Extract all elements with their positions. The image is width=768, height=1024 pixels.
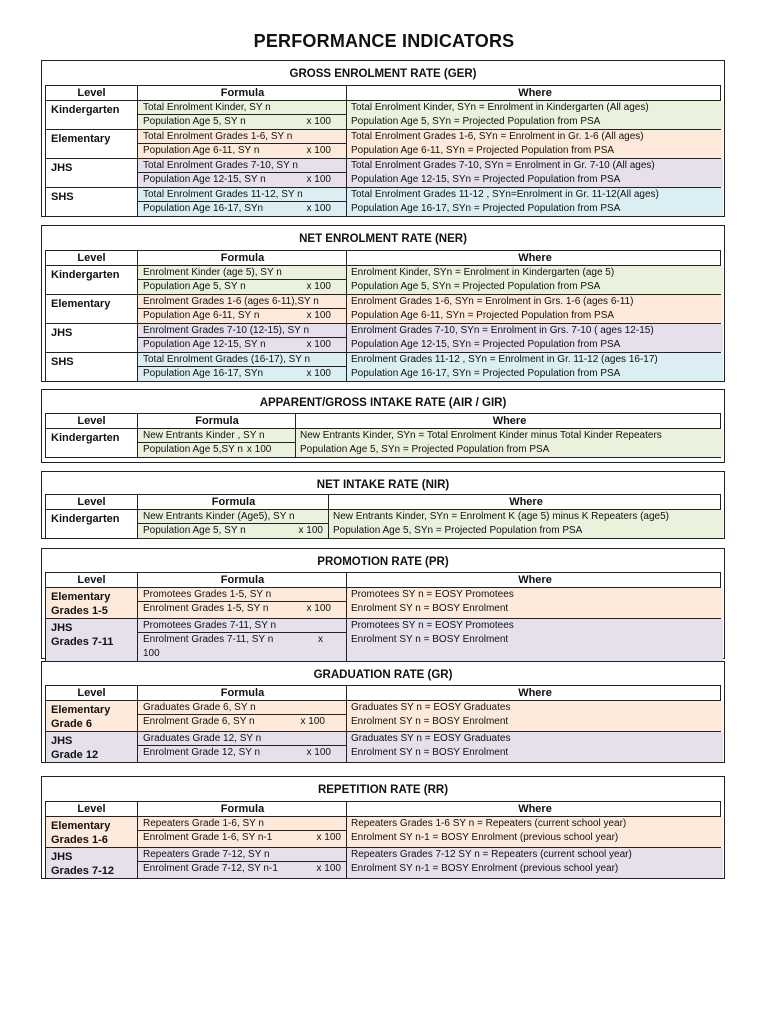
where-cell bbox=[346, 619, 723, 661]
level-line: JHS bbox=[51, 735, 73, 747]
where-line: Population Age 6-11, SYn = Projected Population from PSA bbox=[351, 310, 615, 321]
where-cell bbox=[346, 101, 723, 129]
formula-cell bbox=[137, 101, 347, 129]
level-line: Grades 1-5 bbox=[51, 605, 108, 617]
col-level: Level bbox=[77, 687, 106, 699]
where-cell bbox=[346, 848, 723, 878]
table-header bbox=[46, 495, 720, 510]
col-formula: Formula bbox=[137, 686, 347, 700]
section-title: NET ENROLMENT RATE (NER) bbox=[299, 233, 467, 245]
level-line: JHS bbox=[51, 851, 73, 863]
col-formula: Formula bbox=[137, 495, 329, 509]
where-line: Enrolment Grades 1-6, SYn = Enrolment in Grs. 1-6 (ages 6-11) bbox=[351, 296, 634, 307]
formula-numerator: Total Enrolment Grades 11-12, SY n bbox=[138, 188, 347, 202]
col-level: Level bbox=[77, 87, 106, 99]
formula-denominator: Enrolment Grades 7-11, SY n x bbox=[143, 634, 323, 645]
rr-table bbox=[45, 801, 721, 879]
formula-numerator: Promotees Grades 1-5, SY n bbox=[138, 588, 347, 602]
table-row bbox=[46, 588, 720, 619]
level-cell: Kindergarten bbox=[46, 266, 137, 294]
formula-denominator: Enrolment Grades 1-5, SY n x 100 bbox=[143, 603, 331, 614]
level-line: Elementary bbox=[51, 591, 111, 603]
multiplier: x 100 bbox=[300, 716, 325, 727]
where-cell bbox=[346, 353, 723, 381]
nir-section bbox=[41, 471, 725, 539]
multiplier: x 100 bbox=[306, 116, 331, 127]
formula-denominator: Population Age 5, SY n x 100 bbox=[143, 281, 331, 292]
col-where: Where bbox=[328, 495, 723, 509]
pr-section bbox=[41, 548, 725, 659]
multiplier: x 100 bbox=[246, 444, 272, 455]
nir-table bbox=[45, 494, 721, 539]
multiplier: x 100 bbox=[306, 203, 331, 214]
formula-denominator: Enrolment Grade 7-12, SY n-1 x 100 bbox=[143, 863, 341, 874]
multiplier: x 100 bbox=[298, 525, 323, 536]
level-cell bbox=[46, 701, 137, 731]
level-cell bbox=[46, 588, 137, 618]
formula-denominator: Population Age 6-11, SY n x 100 bbox=[143, 310, 331, 321]
where-cell bbox=[295, 429, 723, 457]
level-cell: Elementary bbox=[46, 130, 137, 158]
level-line: Grades 1-6 bbox=[51, 834, 108, 846]
col-level: Level bbox=[77, 415, 106, 427]
multiplier: x 100 bbox=[306, 174, 331, 185]
formula-denominator: Population Age 5, SY n x 100 bbox=[143, 116, 331, 127]
where-line: Repeaters Grades 1-6 SY n = Repeaters (current school year) bbox=[351, 818, 627, 829]
where-line: Promotees SY n = EOSY Promotees bbox=[351, 620, 514, 631]
where-line: Total Enrolment Grades 11-12 , SYn=Enrolment in Gr. 11-12(All ages) bbox=[351, 189, 659, 200]
formula-cell bbox=[137, 619, 347, 661]
formula-numerator: New Entrants Kinder (Age5), SY n bbox=[138, 510, 329, 524]
level-line: Elementary bbox=[51, 820, 111, 832]
where-line: Population Age 6-11, SYn = Projected Population from PSA bbox=[351, 145, 615, 156]
where-line: New Entrants Kinder, SYn = Enrolment K (age 5) minus K Repeaters (age5) bbox=[333, 511, 670, 522]
col-where: Where bbox=[346, 86, 723, 100]
formula-cell bbox=[137, 701, 347, 731]
table-row bbox=[46, 295, 720, 324]
col-formula: Formula bbox=[137, 251, 347, 265]
where-line: Population Age 12-15, SYn = Projected Population from PSA bbox=[351, 174, 621, 185]
formula-denominator: Enrolment Grade 12, SY n x 100 bbox=[143, 747, 331, 758]
table-row bbox=[46, 159, 720, 188]
where-line: Enrolment Grades 7-10, SYn = Enrolment in Grs. 7-10 ( ages 12-15) bbox=[351, 325, 654, 336]
formula-denominator: Population Age 5, SY n x 100 bbox=[143, 525, 323, 536]
air-section bbox=[41, 389, 725, 463]
table-row bbox=[46, 701, 720, 732]
col-where: Where bbox=[346, 573, 723, 587]
table-header bbox=[46, 802, 720, 817]
table-row bbox=[46, 324, 720, 353]
table-row bbox=[46, 848, 720, 879]
formula-numerator: Total Enrolment Grades 1-6, SY n bbox=[138, 130, 347, 144]
level-line: JHS bbox=[51, 622, 73, 634]
multiplier: x 100 bbox=[316, 863, 341, 874]
level-cell: JHS bbox=[46, 324, 137, 352]
air-table bbox=[45, 413, 721, 458]
level-line: Grades 7-12 bbox=[51, 865, 114, 877]
where-line: Graduates SY n = EOSY Graduates bbox=[351, 733, 511, 744]
col-level: Level bbox=[77, 252, 106, 264]
where-line: Population Age 12-15, SYn = Projected Population from PSA bbox=[351, 339, 621, 350]
level-cell bbox=[46, 619, 137, 661]
formula-numerator: Total Enrolment Kinder, SY n bbox=[138, 101, 347, 115]
where-line: Population Age 5, SYn = Projected Population from PSA bbox=[351, 116, 601, 127]
col-formula: Formula bbox=[137, 414, 296, 428]
level-cell bbox=[46, 848, 137, 878]
where-cell bbox=[346, 130, 723, 158]
formula-cell bbox=[137, 732, 347, 762]
table-header bbox=[46, 686, 720, 701]
where-line: Enrolment Grades 11-12 , SYn = Enrolment in Gr. 11-12 (ages 16-17) bbox=[351, 354, 658, 365]
formula-denominator: Population Age 12-15, SY n x 100 bbox=[143, 174, 331, 185]
multiplier: x 100 bbox=[306, 368, 331, 379]
where-line: Enrolment SY n = BOSY Enrolment bbox=[351, 603, 509, 614]
level-line: Grades 7-11 bbox=[51, 636, 114, 648]
formula-cell bbox=[137, 353, 347, 381]
formula-numerator: Total Enrolment Grades (16-17), SY n bbox=[138, 353, 347, 367]
formula-denominator: Population Age 16-17, SYn x 100 bbox=[143, 203, 331, 214]
where-line: Promotees SY n = EOSY Promotees bbox=[351, 589, 514, 600]
where-cell bbox=[346, 295, 723, 323]
col-level: Level bbox=[77, 496, 106, 508]
formula-cell bbox=[137, 295, 347, 323]
formula-denominator: Population Age 6-11, SY n x 100 bbox=[143, 145, 331, 156]
where-cell bbox=[346, 701, 723, 731]
col-formula: Formula bbox=[137, 86, 347, 100]
table-row bbox=[46, 510, 720, 539]
formula-numerator: Enrolment Grades 1-6 (ages 6-11),SY n bbox=[138, 295, 347, 309]
page-title: PERFORMANCE INDICATORS bbox=[253, 31, 515, 51]
col-where: Where bbox=[346, 251, 723, 265]
where-line: Enrolment SY n = BOSY Enrolment bbox=[351, 634, 509, 645]
where-line: Population Age 5, SYn = Projected Population from PSA bbox=[351, 281, 601, 292]
where-cell bbox=[346, 732, 723, 762]
where-line: Repeaters Grades 7-12 SY n = Repeaters (current school year) bbox=[351, 849, 632, 860]
col-where: Where bbox=[346, 802, 723, 816]
formula-cell bbox=[137, 130, 347, 158]
level-cell: JHS bbox=[46, 159, 137, 187]
where-line: Enrolment SY n = BOSY Enrolment bbox=[351, 716, 509, 727]
table-row bbox=[46, 817, 720, 848]
col-formula: Formula bbox=[137, 802, 347, 816]
where-cell bbox=[328, 510, 723, 538]
ner-table bbox=[45, 250, 721, 382]
col-formula: Formula bbox=[137, 573, 347, 587]
where-line: Population Age 5, SYn = Projected Population from PSA bbox=[333, 525, 583, 536]
where-cell bbox=[346, 817, 723, 847]
formula-denominator-wrap: 100 bbox=[143, 648, 160, 659]
section-title: NET INTAKE RATE (NIR) bbox=[316, 479, 450, 491]
formula-denominator: Population Age 16-17, SYn x 100 bbox=[143, 368, 331, 379]
level-cell bbox=[46, 732, 137, 762]
formula-cell bbox=[137, 429, 296, 457]
ger-section bbox=[41, 60, 725, 217]
formula-denominator: Enrolment Grade 6, SY n x 100 bbox=[143, 716, 325, 727]
table-row bbox=[46, 353, 720, 382]
where-line: Graduates SY n = EOSY Graduates bbox=[351, 702, 511, 713]
multiplier: x 100 bbox=[306, 145, 331, 156]
gr-section bbox=[41, 661, 725, 763]
formula-cell bbox=[137, 324, 347, 352]
where-line: Total Enrolment Grades 7-10, SYn = Enrolment in Gr. 7-10 (All ages) bbox=[351, 160, 655, 171]
col-where: Where bbox=[295, 414, 723, 428]
where-line: Population Age 16-17, SYn = Projected Population from PSA bbox=[351, 203, 621, 214]
where-line: New Entrants Kinder, SYn = Total Enrolment Kinder minus Total Kinder Repeaters bbox=[300, 430, 662, 441]
table-header bbox=[46, 573, 720, 588]
table-row bbox=[46, 619, 720, 662]
table-header bbox=[46, 414, 720, 429]
section-title: REPETITION RATE (RR) bbox=[317, 784, 449, 796]
col-level: Level bbox=[77, 803, 106, 815]
formula-numerator: Repeaters Grade 7-12, SY n bbox=[138, 848, 347, 862]
level-cell: SHS bbox=[46, 188, 137, 216]
where-line: Enrolment SY n = BOSY Enrolment bbox=[351, 747, 509, 758]
level-line: Elementary bbox=[51, 704, 111, 716]
where-line: Total Enrolment Kinder, SYn = Enrolment in Kindergarten (All ages) bbox=[351, 102, 649, 113]
multiplier: x 100 bbox=[306, 310, 331, 321]
multiplier: x bbox=[318, 634, 323, 645]
formula-denominator: Enrolment Grade 1-6, SY n-1 x 100 bbox=[143, 832, 341, 843]
formula-numerator: Total Enrolment Grades 7-10, SY n bbox=[138, 159, 347, 173]
where-line: Population Age 5, SYn = Projected Population from PSA bbox=[300, 444, 550, 455]
multiplier: x 100 bbox=[306, 339, 331, 350]
formula-numerator: Graduates Grade 12, SY n bbox=[138, 732, 347, 746]
formula-cell bbox=[137, 266, 347, 294]
level-cell: Kindergarten bbox=[46, 101, 137, 129]
formula-cell bbox=[137, 817, 347, 847]
formula-denominator: Population Age 5,SY n x 100 bbox=[143, 444, 272, 455]
level-cell: SHS bbox=[46, 353, 137, 381]
where-cell bbox=[346, 266, 723, 294]
multiplier: x 100 bbox=[316, 832, 341, 843]
table-row bbox=[46, 429, 720, 458]
where-line: Enrolment Kinder, SYn = Enrolment in Kindergarten (age 5) bbox=[351, 267, 615, 278]
section-title: GROSS ENROLMENT RATE (GER) bbox=[289, 68, 477, 80]
formula-cell bbox=[137, 588, 347, 618]
formula-cell bbox=[137, 159, 347, 187]
where-line: Enrolment SY n-1 = BOSY Enrolment (previous school year) bbox=[351, 863, 619, 874]
where-cell bbox=[346, 188, 723, 216]
multiplier: x 100 bbox=[306, 747, 331, 758]
level-cell: Kindergarten bbox=[46, 429, 137, 457]
table-row bbox=[46, 101, 720, 130]
table-row bbox=[46, 732, 720, 763]
pr-table bbox=[45, 572, 721, 662]
level-cell: Elementary bbox=[46, 295, 137, 323]
formula-cell bbox=[137, 848, 347, 878]
col-level: Level bbox=[77, 574, 106, 586]
table-row bbox=[46, 266, 720, 295]
where-line: Enrolment SY n-1 = BOSY Enrolment (previous school year) bbox=[351, 832, 619, 843]
gr-table bbox=[45, 685, 721, 763]
formula-cell bbox=[137, 188, 347, 216]
level-line: Grade 6 bbox=[51, 718, 92, 730]
table-header bbox=[46, 251, 720, 266]
formula-numerator: New Entrants Kinder , SY n bbox=[138, 429, 296, 443]
formula-denominator: Population Age 12-15, SY n x 100 bbox=[143, 339, 331, 350]
formula-numerator: Repeaters Grade 1-6, SY n bbox=[138, 817, 347, 831]
where-cell bbox=[346, 159, 723, 187]
ger-table bbox=[45, 85, 721, 217]
rr-section bbox=[41, 776, 725, 879]
section-title: PROMOTION RATE (PR) bbox=[317, 556, 449, 568]
formula-numerator: Promotees Grades 7-11, SY n bbox=[138, 619, 347, 633]
col-where: Where bbox=[346, 686, 723, 700]
table-row bbox=[46, 130, 720, 159]
ner-section bbox=[41, 225, 725, 382]
formula-numerator: Enrolment Kinder (age 5), SY n bbox=[138, 266, 347, 280]
formula-numerator: Enrolment Grades 7-10 (12-15), SY n bbox=[138, 324, 347, 338]
where-cell bbox=[346, 588, 723, 618]
multiplier: x 100 bbox=[306, 603, 331, 614]
formula-numerator: Graduates Grade 6, SY n bbox=[138, 701, 347, 715]
table-row bbox=[46, 188, 720, 217]
section-title: GRADUATION RATE (GR) bbox=[313, 669, 453, 681]
multiplier: x 100 bbox=[306, 281, 331, 292]
where-cell bbox=[346, 324, 723, 352]
where-line: Total Enrolment Grades 1-6, SYn = Enrolment in Gr. 1-6 (All ages) bbox=[351, 131, 644, 142]
where-line: Population Age 16-17, SYn = Projected Population from PSA bbox=[351, 368, 621, 379]
section-title: APPARENT/GROSS INTAKE RATE (AIR / GIR) bbox=[259, 397, 507, 409]
level-cell bbox=[46, 817, 137, 847]
table-header bbox=[46, 86, 720, 101]
level-line: Grade 12 bbox=[51, 749, 99, 761]
formula-cell bbox=[137, 510, 329, 538]
level-cell: Kindergarten bbox=[46, 510, 137, 538]
